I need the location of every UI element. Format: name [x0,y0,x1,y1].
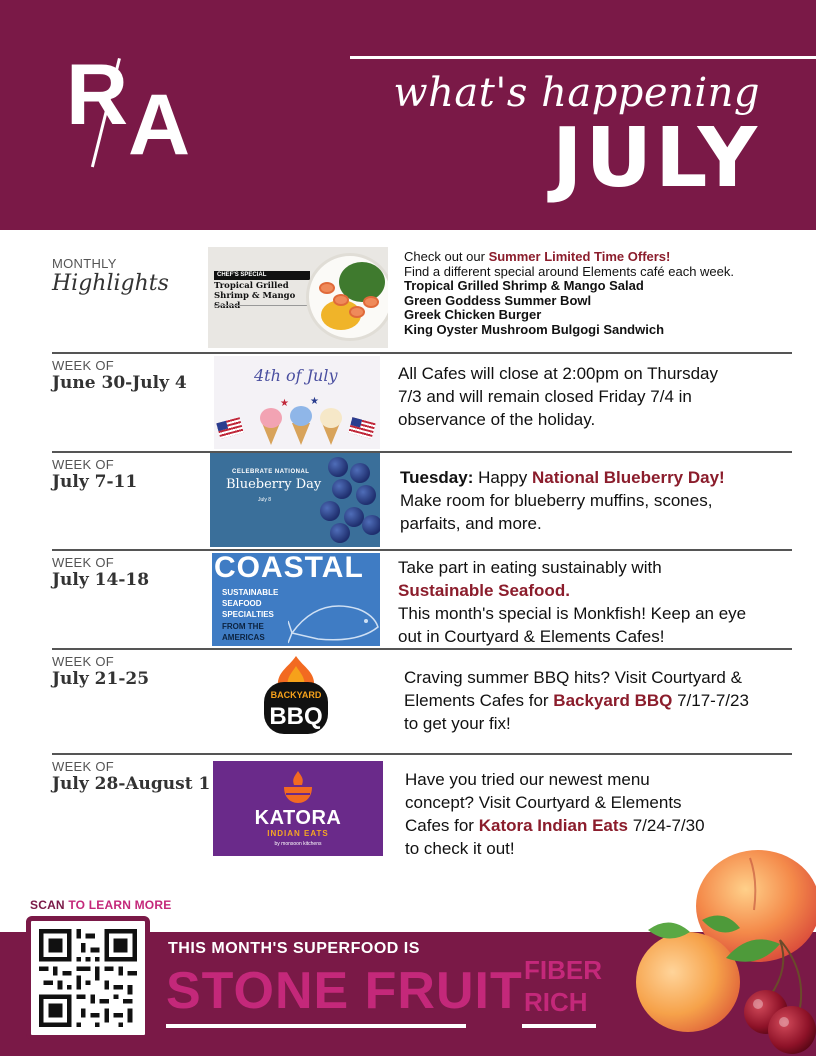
scan-label [30,898,171,912]
chef-desc-rule [214,305,310,319]
week4-text [404,666,764,735]
header-banner [0,0,816,230]
row-kicker: WEEK OF [52,654,115,669]
week3-text [398,556,748,648]
flag-icon [216,417,243,439]
fiber-underline [522,1024,596,1028]
flag-icon [348,417,375,439]
logo-letter-r: R [66,47,129,143]
ra-logo [66,47,191,173]
stone-fruit-illustration [630,850,816,1056]
july4-title: 4th of July [254,366,338,385]
monthly-highlights-text [404,250,808,337]
row-kicker: WEEK OF [52,759,115,774]
blueberry-day-image [210,453,380,547]
row-label-week5 [52,759,210,794]
fish-icon [288,593,380,645]
week4-pre: Craving summer BBQ hits? Visit Courtyard & Elements Cafes for [404,668,742,710]
row-divider [52,549,792,551]
katora-image [213,761,383,856]
row-label-week1 [52,358,187,393]
chef-special-image [208,247,388,348]
week2-pre: Happy [478,468,528,487]
bbq-top-text: BACKYARD [270,690,322,700]
blueberry-small: CELEBRATE NATIONAL [232,469,310,475]
chef-dish-name: Tropical Grilled Shrimp & Mango Salad [214,281,296,311]
coastal-image [212,553,380,646]
week2-post: Make room for blueberry muffins, scones, parfaits, and more. [400,491,713,533]
week3-pre: Take part in eating sustainably with [398,558,662,577]
salad-bowl-icon [306,253,388,341]
blueberry-date: July 8 [258,497,272,503]
scan-suffix: TO LEARN MORE [68,898,172,912]
week3-highlight: Sustainable Seafood. [398,581,570,600]
katora-bowl-icon [282,769,314,805]
week3-post: This month's special is Monkfish! Keep an eye out in Courtyard & Elements Cafes! [398,604,747,646]
row-kicker: MONTHLY [52,256,117,271]
row-title: July 21-25 [52,669,150,689]
scan-prefix: SCAN [30,898,65,912]
header-rule [350,56,816,59]
flame-icon [258,654,334,740]
week2-highlight: National Blueberry Day! [531,468,725,487]
july4-image: 4th of July ★ ★ [214,356,380,449]
row-divider [52,648,792,650]
week4-post: 7/17-7/23 to get your fix! [404,691,749,733]
chef-tag: CHEF'S SPECIAL [214,271,310,280]
superfood-title: STONE FRUIT [166,962,523,1020]
row-title: July 28-August 1 [52,774,211,794]
row-kicker: WEEK OF [52,457,115,472]
week5-post: 7/24-7/30 to check it out! [405,816,705,858]
bbq-main-text: BBQ [269,703,323,730]
monthly-intro: Check out our [404,249,485,264]
row-title: July 14-18 [52,570,150,590]
katora-by: by monsoon kitchens [274,841,322,847]
qr-code[interactable] [26,916,150,1040]
week2-text [400,466,740,535]
superfood-underline [166,1024,466,1028]
katora-sub: INDIAN EATS [267,829,329,838]
week4-highlight: Backyard BBQ [553,691,673,710]
monthly-item: Tropical Grilled Shrimp & Mango Salad [404,278,644,293]
header-subtitle: what's happening [393,70,760,116]
monthly-item: King Oyster Mushroom Bulgogi Sandwich [404,321,665,337]
row-label-monthly [52,256,169,296]
blueberry-title: Blueberry Day [226,477,322,492]
row-label-week2 [52,457,137,492]
row-kicker: WEEK OF [52,358,115,373]
fiber-line1: FIBER [524,955,602,985]
week5-text [405,768,723,860]
header-month: JULY [552,111,760,206]
qr-code-icon [39,929,137,1027]
week2-lead: Tuesday: [400,468,474,487]
monthly-item: Greek Chicken Burger [404,307,542,322]
coastal-title: COASTAL [214,553,364,584]
row-title: June 30-July 4 [52,373,187,393]
coastal-from: FROM THE AMERICAS [222,622,265,642]
logo-letter-a: A [128,77,191,173]
monthly-highlight: Summer Limited Time Offers! [488,249,671,264]
row-title: Highlights [52,271,169,296]
row-divider [52,352,792,354]
row-kicker: WEEK OF [52,555,115,570]
backyard-bbq-logo [258,654,334,740]
monthly-item: Green Goddess Summer Bowl [404,292,592,308]
coastal-sub: SUSTAINABLE SEAFOOD SPECIALTIES [222,588,279,619]
fiber-rich-badge [524,954,602,1018]
row-divider [52,451,792,453]
fiber-line2: RICH [524,987,588,1017]
row-divider [52,753,792,755]
week1-text: All Cafes will close at 2:00pm on Thursday 7/3 and will remain closed Friday 7/4 in observance of the holiday. [398,364,719,429]
row-label-week4 [52,654,149,689]
row-title: July 7-11 [52,472,138,492]
week5-pre: Have you tried our newest menu concept? Visit Courtyard & Elements Cafes for [405,770,682,835]
monthly-line2: Find a different special around Elements café each week. [404,263,735,279]
katora-title: KATORA [254,807,342,829]
week5-highlight: Katora Indian Eats [478,816,628,835]
row-label-week3 [52,555,149,590]
superfood-label: THIS MONTH'S SUPERFOOD IS [168,940,420,957]
